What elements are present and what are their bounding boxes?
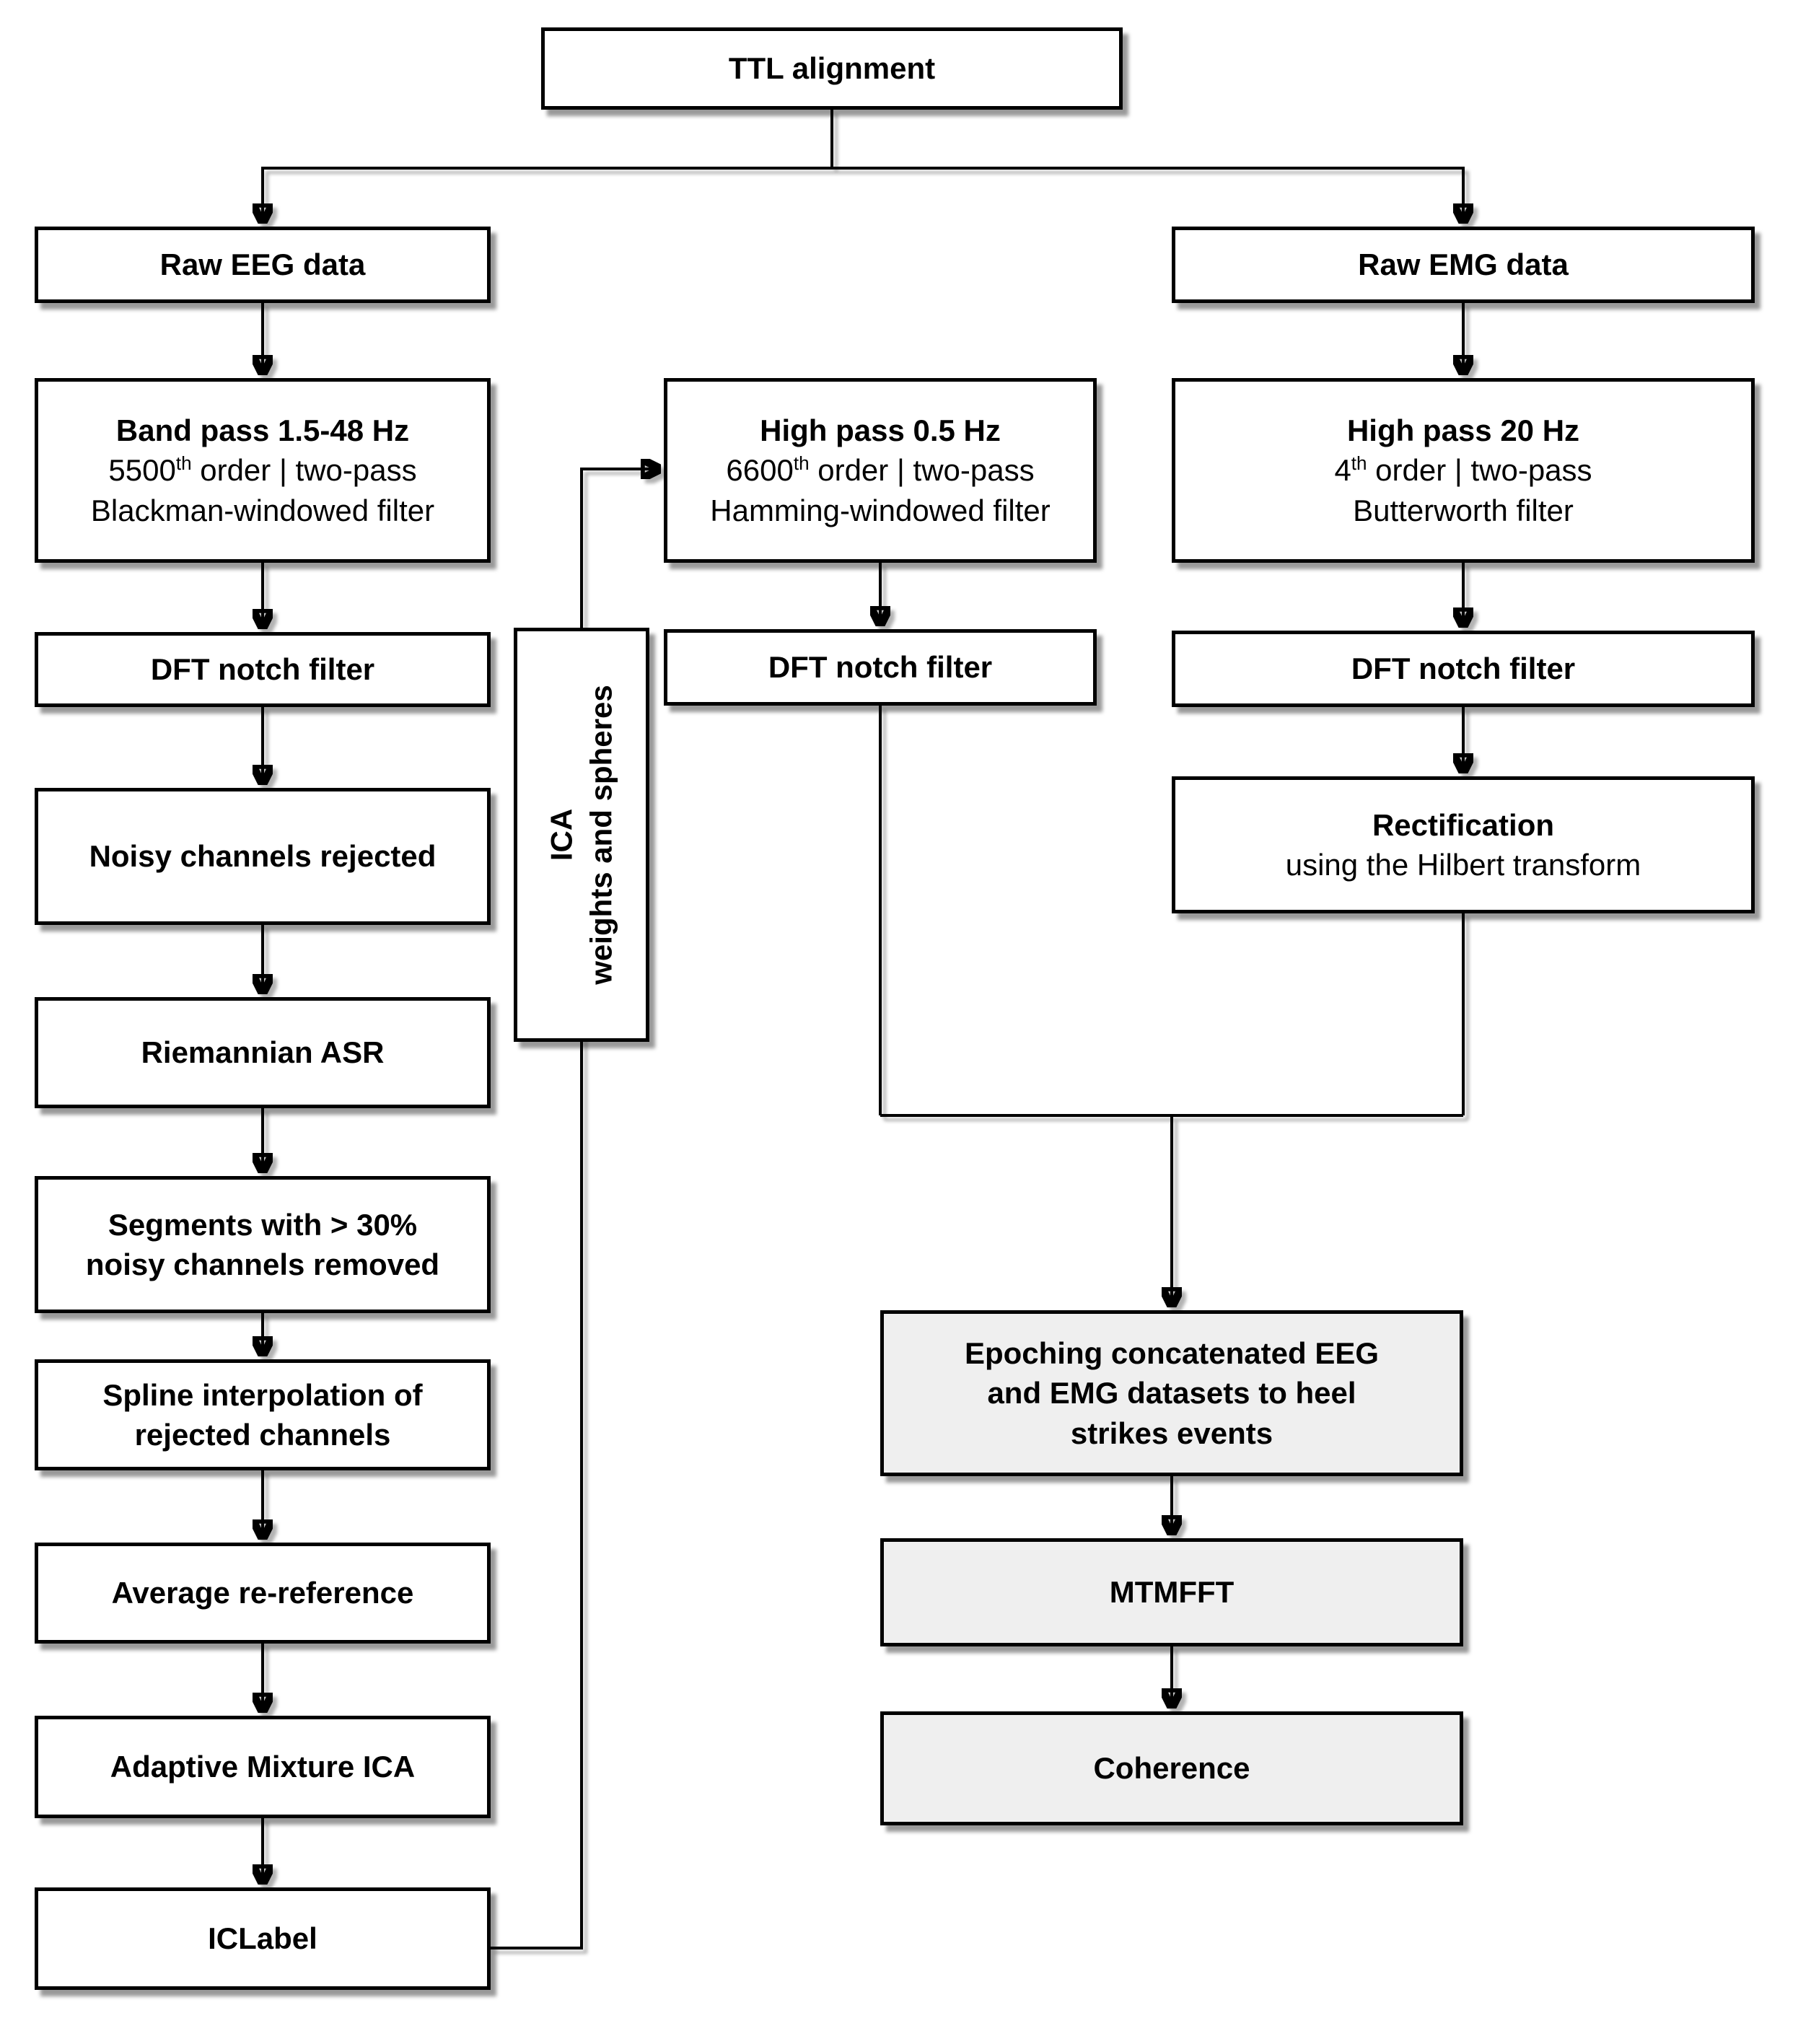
node-label: Coherence — [1093, 1751, 1250, 1786]
node-label: Raw EEG data — [159, 247, 366, 282]
node-label: ICLabel — [208, 1921, 317, 1956]
node-average-re-reference — [35, 1543, 491, 1644]
node-label-line3: strikes events — [1070, 1416, 1273, 1450]
node-high-pass-05hz — [664, 378, 1097, 563]
node-title: High pass 20 Hz — [1346, 413, 1580, 447]
node-subtitle: using the Hilbert transform — [1285, 848, 1641, 882]
node-label-line2: and EMG datasets to heel — [987, 1376, 1356, 1411]
node-label-line1: ICA — [544, 808, 579, 861]
node-coherence — [880, 1711, 1463, 1825]
node-label-line1: Spline interpolation of — [102, 1377, 423, 1412]
node-title: Rectification — [1372, 807, 1555, 842]
node-filter-type: Butterworth filter — [1353, 493, 1574, 527]
node-label: Average re-reference — [111, 1576, 414, 1610]
node-ica-weights-and-spheres — [514, 628, 649, 1042]
node-filter-type: Hamming-windowed filter — [710, 493, 1051, 527]
node-noisy-channels-rejected — [35, 788, 491, 925]
node-dft-notch-filter-emg — [1172, 631, 1755, 707]
node-label-line2: rejected channels — [134, 1418, 391, 1452]
node-title: High pass 0.5 Hz — [760, 413, 1001, 447]
node-iclabel — [35, 1887, 491, 1990]
node-filter-type: Blackman-windowed filter — [90, 493, 435, 527]
node-label-line2: noisy channels removed — [85, 1247, 440, 1281]
node-order: 4th order | two-pass — [1334, 452, 1592, 488]
node-label: MTMFFT — [1109, 1575, 1235, 1610]
node-raw-eeg-data — [35, 227, 491, 303]
node-label: TTL alignment — [728, 51, 936, 86]
node-segments-removed — [35, 1176, 491, 1313]
node-dft-notch-filter-mid — [664, 629, 1097, 706]
node-label: Adaptive Mixture ICA — [110, 1750, 416, 1784]
node-title: Band pass 1.5-48 Hz — [115, 413, 410, 447]
node-epoching — [880, 1310, 1463, 1476]
node-adaptive-mixture-ica — [35, 1716, 491, 1818]
node-ttl-alignment — [541, 27, 1123, 110]
node-order: 6600th order | two-pass — [726, 452, 1035, 488]
node-label-line2: weights and spheres — [584, 685, 618, 985]
node-mtmfft — [880, 1538, 1463, 1646]
node-raw-emg-data — [1172, 227, 1755, 303]
node-band-pass-filter — [35, 378, 491, 563]
node-label: DFT notch filter — [150, 652, 375, 687]
node-label: Raw EMG data — [1358, 247, 1569, 282]
node-riemannian-asr — [35, 997, 491, 1108]
node-label: Riemannian ASR — [141, 1035, 385, 1070]
node-dft-notch-filter-eeg — [35, 632, 491, 707]
node-label: Noisy channels rejected — [89, 839, 437, 874]
node-rectification — [1172, 776, 1755, 913]
node-label-line1: Segments with > 30% — [108, 1207, 418, 1242]
node-order: 5500th order | two-pass — [108, 452, 417, 488]
node-spline-interpolation — [35, 1359, 491, 1470]
node-label: DFT notch filter — [768, 650, 993, 685]
node-label-line1: Epoching concatenated EEG — [964, 1335, 1380, 1370]
node-label: DFT notch filter — [1351, 652, 1576, 686]
node-high-pass-20hz — [1172, 378, 1755, 563]
